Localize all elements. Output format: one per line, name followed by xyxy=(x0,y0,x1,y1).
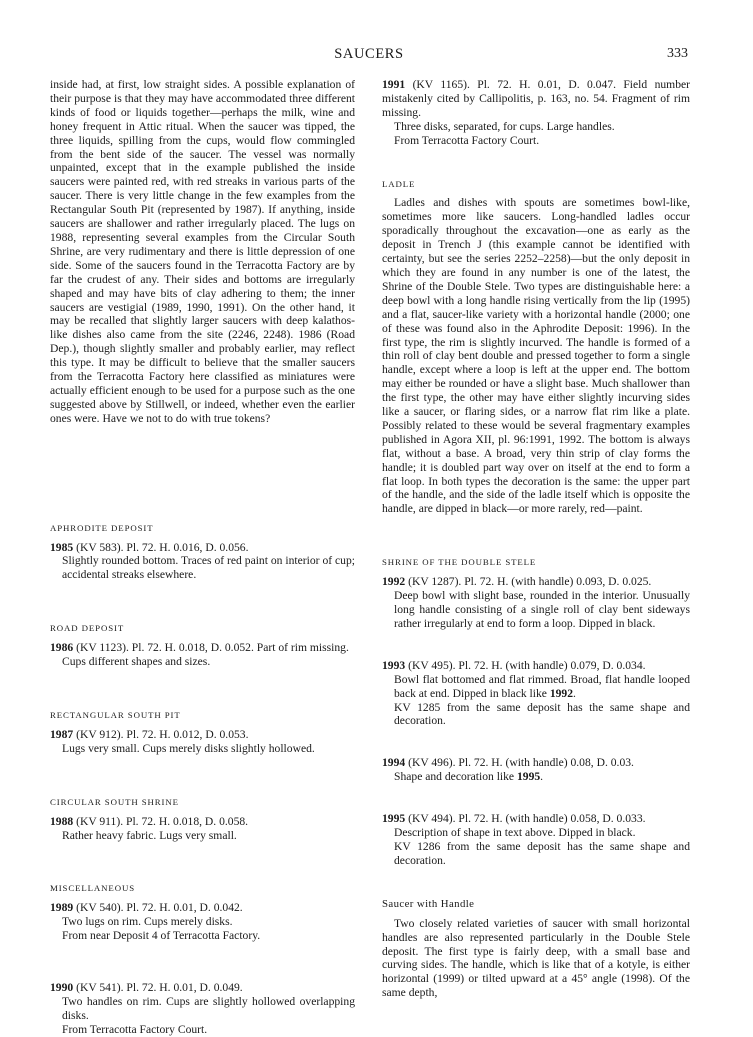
entry-1994 xyxy=(382,756,690,770)
catalog-number: 1990 xyxy=(50,981,74,995)
section-heading-rectangular: RECTANGULAR SOUTH PIT xyxy=(50,710,181,720)
entry-description: Rather heavy fabric. Lugs very small. xyxy=(62,828,237,842)
entry-description: Lugs very small. Cups merely disks slightly hollowed. xyxy=(62,741,315,755)
catalog-number: 1995 xyxy=(382,812,406,826)
cross-reference: 1992 xyxy=(549,686,574,700)
entry-provenance: From Terracotta Factory Court. xyxy=(62,1022,208,1036)
entry-1991 xyxy=(382,78,690,120)
section-heading-miscellaneous: MISCELLANEOUS xyxy=(50,883,136,894)
entry-description: Two lugs on rim. Cups merely disks. xyxy=(62,915,233,929)
section-heading-double-stele: SHRINE OF THE DOUBLE STELE xyxy=(382,557,537,568)
section-heading-aphrodite: APHRODITE DEPOSIT xyxy=(50,522,154,533)
catalog-number: 1989 xyxy=(50,901,74,915)
right-column xyxy=(382,78,690,1000)
entry-1993 xyxy=(382,659,690,673)
entry-1985 xyxy=(50,541,355,555)
entry-description: Three disks, separated, for cups. Large handles. xyxy=(394,119,615,133)
entry-details: (KV 1123). Pl. 72. H. 0.018, D. 0.052. Part of rim missing. xyxy=(73,641,349,655)
entry-1990 xyxy=(50,981,355,995)
catalog-number: 1985 xyxy=(50,540,74,554)
cross-reference: 1995 xyxy=(516,770,541,784)
entry-note: KV 1285 from the same deposit has the same shape and decoration. xyxy=(394,700,690,728)
description-text: Bowl flat bottomed and flat rimmed. Broad, flat handle looped back at end. Dipped in black like xyxy=(394,672,690,700)
section-heading-circular: CIRCULAR SOUTH SHRINE xyxy=(50,796,179,807)
entry-1989 xyxy=(50,901,355,915)
entry-details: (KV 496). Pl. 72. H. (with handle) 0.08, D. 0.03. xyxy=(405,756,634,770)
entry-provenance: From Terracotta Factory Court. xyxy=(394,133,540,147)
description-text: Shape and decoration like xyxy=(394,770,517,784)
running-title: SAUCERS xyxy=(334,46,404,62)
description-end: . xyxy=(573,686,576,700)
catalog-number: 1986 xyxy=(50,641,74,655)
entry-1987 xyxy=(50,728,355,742)
entry-details: (KV 1287). Pl. 72. H. (with handle) 0.093, D. 0.025. xyxy=(405,575,652,589)
entry-description: Cups different shapes and sizes. xyxy=(62,655,211,669)
catalog-number: 1993 xyxy=(382,658,406,672)
page-header xyxy=(50,46,688,66)
catalog-number: 1992 xyxy=(382,575,406,589)
entry-description xyxy=(382,673,690,701)
section-heading-road: ROAD DEPOSIT xyxy=(50,623,125,634)
entry-details: (KV 1165). Pl. 72. H. 0.01, D. 0.047. Field number mistakenly cited by Callipolitis, p. 163, no. 54. Fragment of rim missing. xyxy=(382,78,690,119)
section-heading-ladle: LADLE xyxy=(382,178,416,189)
entry-details: (KV 583). Pl. 72. H. 0.016, D. 0.056. xyxy=(73,540,249,554)
entry-description xyxy=(382,770,690,784)
intro-paragraph: inside had, at first, low straight sides. A possible explanation of their purpose is that they may have accommodated three different kinds of food or liquids together—perhaps the milk, wine and honey frequent in Attic ritual. When the saucer was tipped, the three liquids, spilling from the cups, would flow commingled from the bent side of the saucer. The vessel was normally unpainted, except that in the example published the inside saucers were painted red, with red streaks in various parts of the saucer. There is very little change in the few examples from the Rectangular South Pit (represented by 1987). If anything, inside saucers are shallower and rather irregularly placed. The lugs on 1988, representing several examples from the Circular South Shrine, are very rudimentary and there is little depression of one side. Some of the saucers found in the Terracotta Factory are by far the crudest of any. Their sides and bottoms are irregularly shaped and may have bits of clay adhering to them; the inner saucers are vestigial (1989, 1990, 1991). On the other hand, it may be recalled that slightly larger saucers with deep kalathos-like dishes also came from the site (2246, 2248). 1986 (Road Dep.), though slightly smaller and probably earlier, may reflect this type. It may be difficult to believe that the smaller saucers from the Terracotta Factory here classified as miniatures were actually efficient enough to be used for a purpose such as the one suggested above by Stillwell, or indeed, whether even the earlier ones were. Have we not to do with true tokens? xyxy=(50,78,355,425)
entry-details: (KV 495). Pl. 72. H. (with handle) 0.079, D. 0.034. xyxy=(405,658,646,672)
entry-provenance: From near Deposit 4 of Terracotta Factory. xyxy=(62,929,261,943)
entry-1986 xyxy=(50,641,355,655)
entry-details: (KV 541). Pl. 72. H. 0.01, D. 0.049. xyxy=(73,981,243,995)
page-number: 333 xyxy=(667,46,688,61)
entry-details: (KV 911). Pl. 72. H. 0.018, D. 0.058. xyxy=(73,814,249,828)
saucer-handle-paragraph: Two closely related varieties of saucer with small horizontal handles are also represented particularly in the Double Stele deposit. The first type is fairly deep, with a small base and curving sides. The handle, which is like that of a kotyle, is either horizontal (1999) or tilted upward at a 45° angle (1998). Of the same depth, xyxy=(382,916,690,1000)
entry-1988 xyxy=(50,815,355,829)
left-column xyxy=(50,78,355,1037)
entry-details: (KV 912). Pl. 72. H. 0.012, D. 0.053. xyxy=(73,727,249,741)
entry-description: Slightly rounded bottom. Traces of red paint on interior of cup; accidental streaks elsewhere. xyxy=(62,554,355,582)
entry-note: KV 1286 from the same deposit has the same shape and decoration. xyxy=(394,839,690,867)
section-heading-saucer-with-handle: Saucer with Handle xyxy=(382,897,475,910)
entry-1992 xyxy=(382,575,690,589)
catalog-number: 1994 xyxy=(382,756,406,770)
description-end: . xyxy=(540,770,544,784)
ladle-paragraph: Ladles and dishes with spouts are sometimes bowl-like, sometimes more like saucers. Long-handled ladles occur sporadically throughout the excavation—one as early as the deposit in Trench J (this example cannot be identified with certainty, but see the series 2252–2258)—but the only deposit in which they are found in any number is one of the latest, the Shrine of the Double Stele. Two types are distinguishable here: a deep bowl with a long handle rising vertically from the lip (1995) and a flat, saucer-like variety with a horizontal handle (2000; one of these was found also in the Aphrodite Deposit: 1996). In the first type, the rim is slightly incurved. The handle is formed of a thin roll of clay bent double and pressed together to form a single handle, except where a loop is left at the upper end. The bottom may either be rounded or have a slight base. Much shallower than the first type, the other may have either slightly incurving sides like a saucer, or flaring sides, or a narrow flat rim like a plate. Possibly related to these would be several fragmentary examples published in Agora XII, pl. 96:1991, 1992. The bottom is always flat, without a base. A broad, very thin strip of clay forms the handle; it is doubled part way over on itself at the end to form a flat loop. In both types the decoration is the same: the upper part of the handle, and the side of the ladle itself which is opposite the handle, are dipped in black—or more rarely, red—paint. xyxy=(382,196,690,516)
entry-description: Two handles on rim. Cups are slightly hollowed overlapping disks. xyxy=(62,994,355,1022)
entry-description: Description of shape in text above. Dipped in black. xyxy=(394,826,636,840)
catalog-number: 1991 xyxy=(382,78,406,91)
catalog-number: 1988 xyxy=(50,814,74,828)
entry-details: (KV 494). Pl. 72. H. (with handle) 0.058, D. 0.033. xyxy=(405,812,646,826)
entry-description: Deep bowl with slight base, rounded in the interior. Unusually long handle consisting of a single roll of clay bent sideways rather irregularly at end to form a loop. Dipped in black. xyxy=(394,589,690,630)
entry-1995 xyxy=(382,812,690,826)
catalog-number: 1987 xyxy=(50,727,74,741)
entry-details: (KV 540). Pl. 72. H. 0.01, D. 0.042. xyxy=(73,901,243,915)
